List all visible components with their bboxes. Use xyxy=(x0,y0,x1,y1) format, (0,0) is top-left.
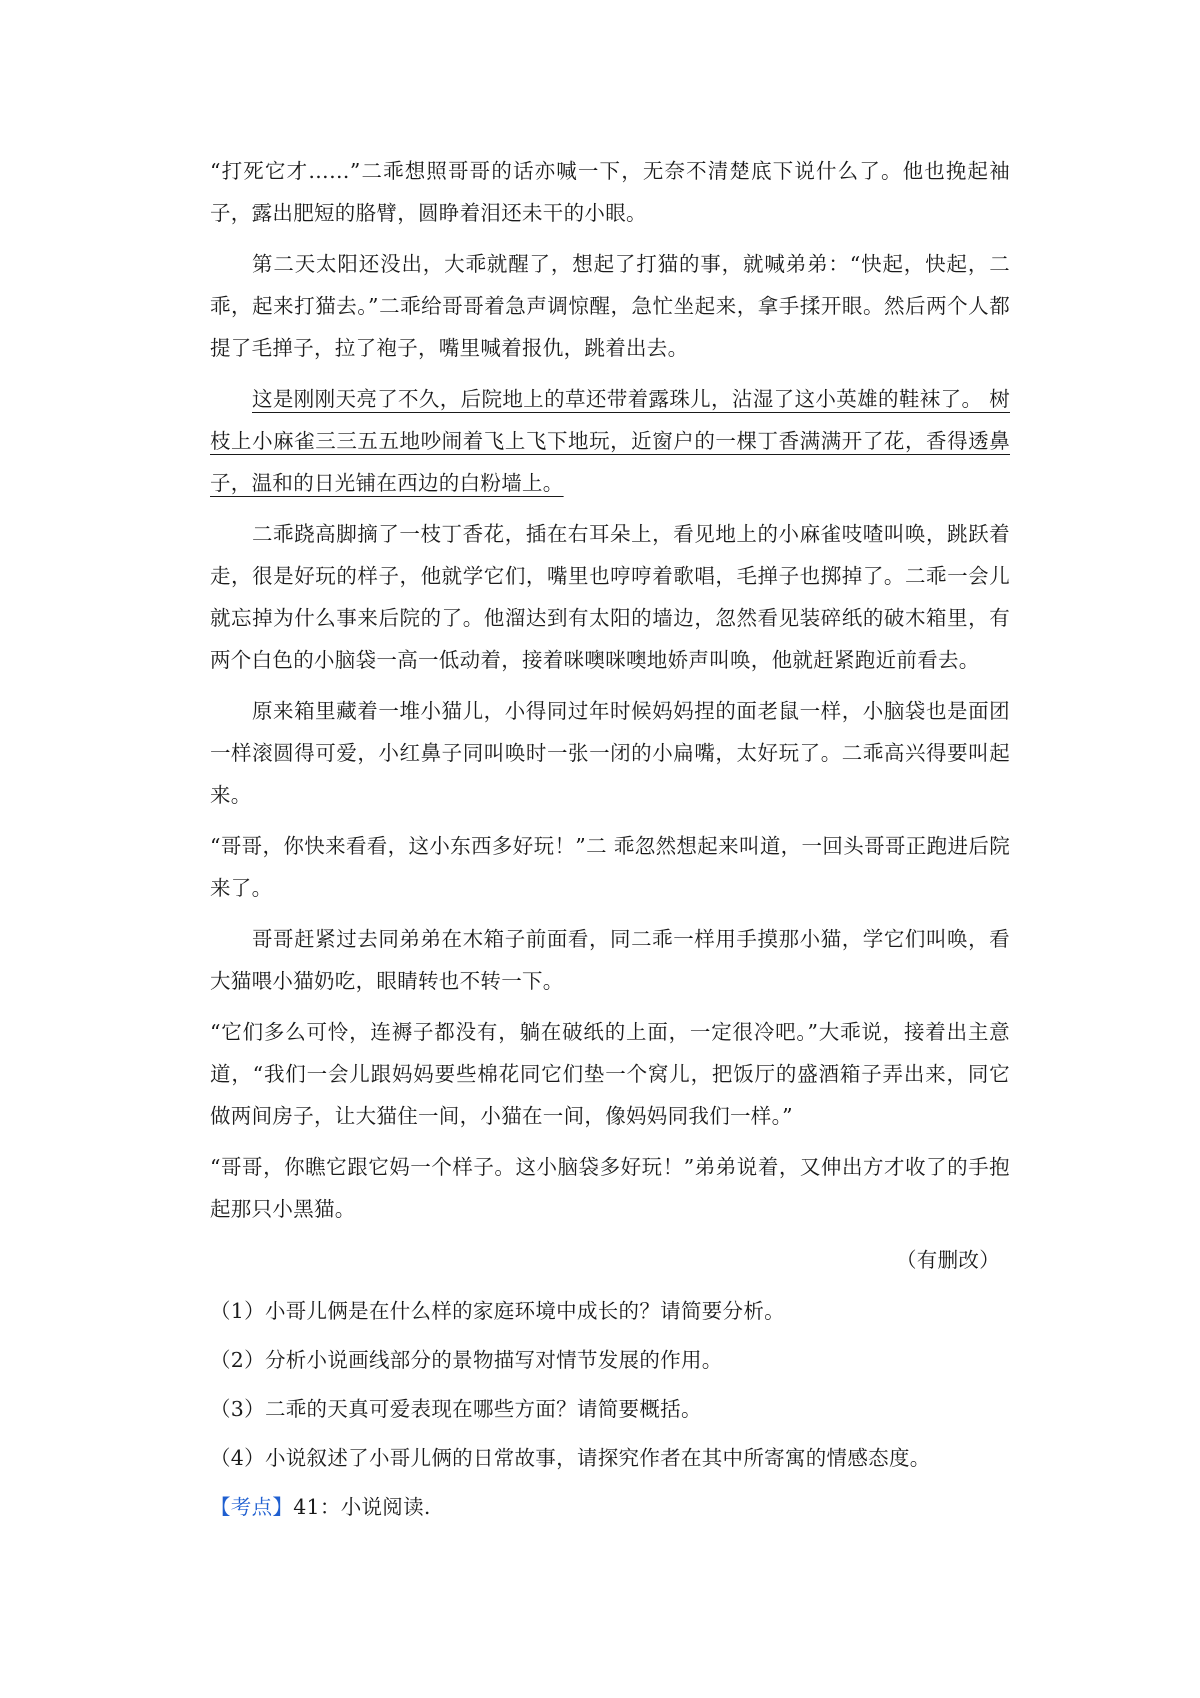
document-body xyxy=(210,150,1010,1535)
paragraph-8: “它们多么可怜，连褥子都没有，躺在破纸的上面，一定很冷吧。”大乖说，接着出主意道，“我们一会儿跟妈妈要些棉花同它们垫一个窝儿，把饭厅的盛酒箱子弄出来，同它做两间房子，让大猫住一间，小猫在一间，像妈妈同我们一样。” xyxy=(210,1020,1010,1128)
kaodian-label: 【考点】 xyxy=(210,1495,294,1519)
paragraph-7: 哥哥赶紧过去同弟弟在木箱子前面看，同二乖一样用手摸那小猫，学它们叫唤，看大猫喂小猫奶吃，眼睛转也不转一下。 xyxy=(210,927,1010,993)
paragraph-4: 二乖跷高脚摘了一枝丁香花，插在右耳朵上，看见地上的小麻雀吱喳叫唤，跳跃着走，很是好玩的样子，他就学它们，嘴里也哼哼着歌唱，毛掸子也掷掉了。二乖一会儿就忘掉为什么事来后院的了。他溜达到有太阳的墙边，忽然看见装碎纸的破木箱里，有两个白色的小脑袋一高一低动着，接着咪噢咪噢地娇声叫唤，他就赶紧跑近前看去。 xyxy=(210,522,1010,672)
source-note: （有删改） xyxy=(896,1248,1000,1272)
paragraph-1: “打死它才……”二乖想照哥哥的话亦喊一下，无奈不清楚底下说什么了。他也挽起袖子，露出肥短的胳臂，圆睁着泪还未干的小眼。 xyxy=(210,159,1010,225)
question-2: （2）分析小说画线部分的景物描写对情节发展的作用。 xyxy=(210,1348,723,1372)
underlined-paragraph: 这是刚刚天亮了不久，后院地上的草还带着露珠儿，沾湿了这小英雄的鞋袜了。 树枝上小麻雀三三五五地吵闹着飞上飞下地玩，近窗户的一棵丁香满满开了花，香得透鼻子，温和的日光铺在西边的白粉墙上。 xyxy=(210,387,1010,495)
question-3: （3）二乖的天真可爱表现在哪些方面？请简要概括。 xyxy=(210,1397,702,1421)
kaodian-text: 41：小说阅读. xyxy=(293,1495,431,1519)
paragraph-6: “哥哥，你快来看看，这小东西多好玩！”二 乖忽然想起来叫道，一回头哥哥正跑进后院来了。 xyxy=(210,834,1010,900)
paragraph-5: 原来箱里藏着一堆小猫儿，小得同过年时候妈妈捏的面老鼠一样，小脑袋也是面团一样滚圆得可爱，小红鼻子同叫唤时一张一闭的小扁嘴，太好玩了。二乖高兴得要叫起来。 xyxy=(210,699,1010,807)
paragraph-2: 第二天太阳还没出，大乖就醒了，想起了打猫的事，就喊弟弟：“快起，快起，二乖，起来打猫去。”二乖给哥哥着急声调惊醒，急忙坐起来，拿手揉开眼。然后两个人都提了毛掸子，拉了袍子，嘴里喊着报仇，跳着出去。 xyxy=(210,252,1010,360)
question-4: （4）小说叙述了小哥儿俩的日常故事，请探究作者在其中所寄寓的情感态度。 xyxy=(210,1446,931,1470)
paragraph-9: “哥哥，你瞧它跟它妈一个样子。这小脑袋多好玩！”弟弟说着，又伸出方才收了的手抱起那只小黑猫。 xyxy=(210,1155,1010,1221)
question-1: （1）小哥儿俩是在什么样的家庭环境中成长的？请简要分析。 xyxy=(210,1299,785,1323)
kaodian-line xyxy=(210,1486,1010,1528)
